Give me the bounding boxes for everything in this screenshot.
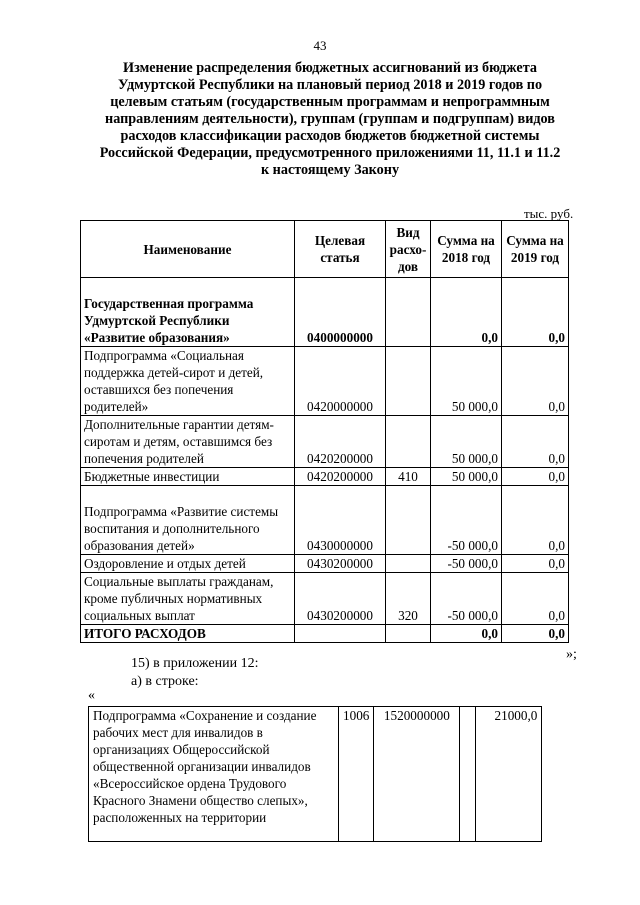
header-sum-2019: Сумма на 2019 год	[502, 221, 569, 278]
cell-sum-2018: 0,0	[431, 625, 502, 643]
cell-code: 1520000000	[374, 707, 460, 842]
cell-sum-2018: -50 000,0	[431, 555, 502, 573]
title-line: к настоящему Закону	[260, 162, 400, 178]
open-quote: «	[88, 688, 95, 703]
table-row	[81, 278, 569, 347]
cell-vid	[460, 707, 476, 842]
cell-code: 0420200000	[295, 416, 386, 468]
cell-name: Подпрограмма «Развитие системы воспитания и дополнительного образования детей»	[81, 486, 295, 555]
cell-vid	[386, 416, 431, 468]
cell-name: Бюджетные инвестиции	[81, 468, 295, 486]
amendment-table	[88, 706, 542, 842]
cell-vid	[386, 347, 431, 416]
cell-vid	[386, 625, 431, 643]
cell-vid: 320	[386, 573, 431, 625]
cell-sum-2019: 0,0	[502, 468, 569, 486]
cell-sum-2018: 50 000,0	[431, 416, 502, 468]
cell-sum-2018: 50 000,0	[431, 468, 502, 486]
document-title	[70, 60, 590, 179]
paragraph-a: а) в строке:	[131, 674, 199, 689]
cell-section: 1006	[339, 707, 374, 842]
table-row	[81, 416, 569, 468]
table-row	[81, 347, 569, 416]
cell-code: 0400000000	[295, 278, 386, 347]
cell-sum-2018: -50 000,0	[431, 573, 502, 625]
cell-vid: 410	[386, 468, 431, 486]
cell-code: 0420200000	[295, 468, 386, 486]
header-code: Целевая статья	[295, 221, 386, 278]
title-line: направлениям деятельности), группам (группам и подгруппам) видов	[105, 111, 555, 127]
cell-sum-2019: 0,0	[502, 573, 569, 625]
cell-vid	[386, 555, 431, 573]
page-number: 43	[313, 38, 327, 53]
cell-sum-2018: -50 000,0	[431, 486, 502, 555]
budget-table	[80, 220, 569, 643]
cell-name: Государственная программа Удмуртской Республики «Развитие образования»	[81, 278, 295, 347]
cell-sum-2019: 0,0	[502, 347, 569, 416]
cell-sum-2018: 0,0	[431, 278, 502, 347]
cell-code	[295, 625, 386, 643]
title-line: целевым статьям (государственным программам и непрограммным	[110, 94, 550, 110]
cell-vid	[386, 486, 431, 555]
table-header-row	[81, 221, 569, 278]
unit-label: тыс. руб.	[524, 206, 574, 221]
title-line: расходов классификации расходов бюджетов бюджетной системы	[120, 128, 540, 144]
cell-name: Социальные выплаты гражданам, кроме публичных нормативных социальных выплат	[81, 573, 295, 625]
cell-name: Оздоровление и отдых детей	[81, 555, 295, 573]
cell-vid	[386, 278, 431, 347]
header-sum-2018: Сумма на 2018 год	[431, 221, 502, 278]
title-line: Удмуртской Республики на плановый период 2018 и 2019 годов по	[117, 77, 543, 93]
table-row	[89, 707, 542, 842]
title-line: Изменение распределения бюджетных ассигнований из бюджета	[123, 60, 537, 76]
table-row	[81, 555, 569, 573]
table-row	[81, 625, 569, 643]
cell-name: Подпрограмма «Социальная поддержка детей-сирот и детей, оставшихся без попечения родителей»	[81, 347, 295, 416]
header-vid: Вид расхо-дов	[386, 221, 431, 278]
paragraph-15: 15) в приложении 12:	[131, 656, 259, 671]
cell-sum-2019: 0,0	[502, 416, 569, 468]
cell-sum-2019: 0,0	[502, 278, 569, 347]
cell-name: ИТОГО РАСХОДОВ	[81, 625, 295, 643]
cell-code: 0430000000	[295, 486, 386, 555]
cell-sum: 21000,0	[476, 707, 542, 842]
cell-code: 0420000000	[295, 347, 386, 416]
title-line: Российской Федерации, предусмотренного приложениями 11, 11.1 и 11.2	[99, 145, 561, 161]
cell-name: Подпрограмма «Сохранение и создание рабочих мест для инвалидов в организациях Общероссийской общественной организации инвалидов «Всероссийское ордена Трудового Красного Знамени общество слепых», расположенных на территории	[89, 707, 339, 842]
cell-sum-2019: 0,0	[502, 625, 569, 643]
cell-code: 0430200000	[295, 573, 386, 625]
closing-mark: »;	[566, 647, 577, 662]
table-row	[81, 468, 569, 486]
cell-code: 0430200000	[295, 555, 386, 573]
cell-name: Дополнительные гарантии детям-сиротам и детям, оставшимся без попечения родителей	[81, 416, 295, 468]
cell-sum-2019: 0,0	[502, 486, 569, 555]
header-name: Наименование	[81, 221, 295, 278]
table-row	[81, 573, 569, 625]
table-row	[81, 486, 569, 555]
cell-sum-2018: 50 000,0	[431, 347, 502, 416]
cell-sum-2019: 0,0	[502, 555, 569, 573]
